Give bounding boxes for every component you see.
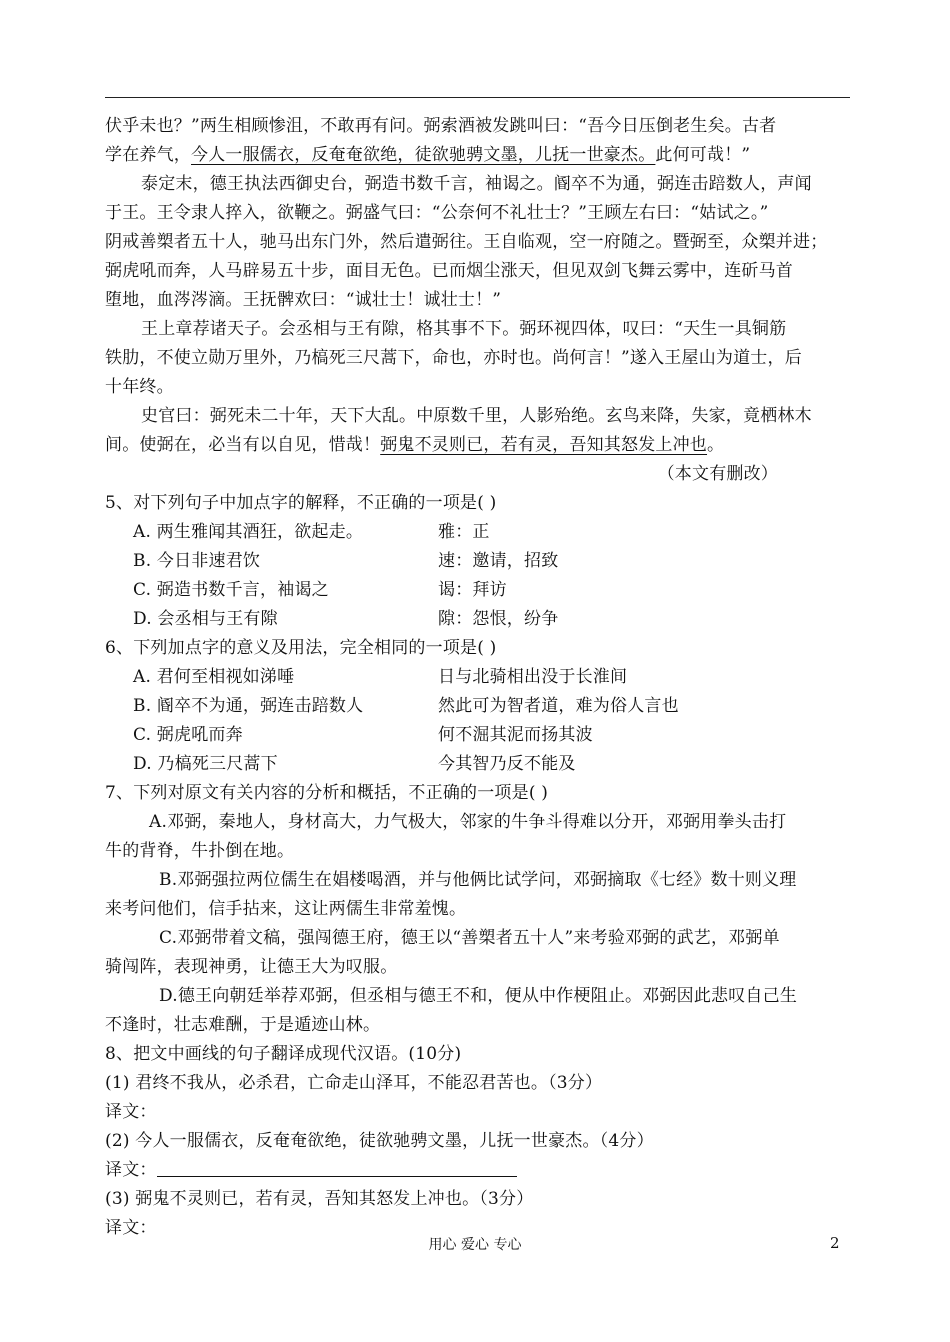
question-7-option-a-cont: 牛的背脊，牛扑倒在地。 bbox=[105, 841, 295, 861]
page-number: 2 bbox=[830, 1234, 840, 1252]
question-6-option bbox=[105, 721, 850, 750]
passage-text: 学在养气， bbox=[105, 145, 191, 165]
option-sentence: A. 两生雅闻其酒狂，欲起走。 bbox=[133, 522, 364, 542]
underlined-sentence: 今人一服儒衣，反奄奄欲绝，徒欲驰骋文墨，儿抚一世豪杰。 bbox=[191, 145, 656, 165]
option-sentence-pair: 日与北骑相出没于长淮间 bbox=[438, 667, 628, 687]
option-gloss: 速：邀请，招致 bbox=[438, 551, 559, 571]
passage-line: 阴戒善槊者五十人，驰马出东门外，然后遣弼往。王自临观，空一府随之。暨弼至，众槊并进； bbox=[105, 232, 828, 252]
question-7-option-b: B.邓弼强拉两位儒生在娼楼喝酒，并与他俩比试学问，邓弼摘取《七经》数十则义理 bbox=[159, 870, 797, 890]
question-8-stem: 8、把文中画线的句子翻译成现代汉语。(10分) bbox=[105, 1044, 462, 1064]
option-sentence: D. 乃槁死三尺蒿下 bbox=[133, 754, 278, 774]
underlined-sentence: 弼鬼不灵则已，若有灵，吾知其怒发上冲也 bbox=[380, 435, 708, 455]
question-6-stem: 6、下列加点字的意义及用法，完全相同的一项是( ) bbox=[105, 638, 497, 658]
answer-blank[interactable] bbox=[157, 1158, 517, 1177]
option-sentence: C. 弼虎吼而奔 bbox=[133, 725, 243, 745]
passage-text: 。 bbox=[707, 435, 725, 455]
header-rule bbox=[105, 97, 850, 98]
option-sentence-pair: 今其智乃反不能及 bbox=[438, 754, 576, 774]
question-8-sentence-2: (2) 今人一服儒衣，反奄奄欲绝，徒欲驰骋文墨，儿抚一世豪杰。（4分） bbox=[105, 1131, 654, 1151]
passage-line: 王上章荐诸天子。会丞相与王有隙，格其事不下。弼环视四体，叹曰：“天生一具铜筋 bbox=[141, 319, 787, 339]
question-8-sentence-1: (1) 君终不我从，必杀君，亡命走山泽耳，不能忍君苦也。（3分） bbox=[105, 1073, 603, 1093]
question-7-option-d: D.德王向朝廷举荐邓弼，但丞相与德王不和，便从中作梗阻止。邓弼因此悲叹自己生 bbox=[159, 986, 798, 1006]
option-gloss: 隙：怨恨，纷争 bbox=[438, 609, 559, 629]
option-gloss: 谒：拜访 bbox=[438, 580, 507, 600]
question-7-option-c-cont: 骑闯阵，表现神勇，让德王大为叹服。 bbox=[105, 957, 398, 977]
passage-line: 于王。王令隶人捽入，欲鞭之。弼盛气曰：“公奈何不礼壮士？”王顾左右曰：“姑试之。” bbox=[105, 203, 769, 223]
option-sentence: D. 会丞相与王有隙 bbox=[133, 609, 278, 629]
answer-line bbox=[105, 1156, 850, 1185]
question-5-option bbox=[105, 547, 850, 576]
passage-line: 堕地，血涔涔滴。王抚髀欢曰：“诚壮士！诚壮士！” bbox=[105, 290, 502, 310]
passage-line: 伏乎未也？”两生相顾惨沮，不敢再有问。弼索酒被发跳叫曰：“吾今日压倒老生矣。古者 bbox=[105, 116, 777, 136]
answer-label: 译文： bbox=[105, 1218, 157, 1238]
question-5-option bbox=[105, 605, 850, 634]
option-gloss: 雅：正 bbox=[438, 522, 490, 542]
question-8-sentence-3: (3) 弼鬼不灵则已，若有灵，吾知其怒发上冲也。（3分） bbox=[105, 1189, 534, 1209]
passage-line: 泰定末，德王执法西御史台，弼造书数千言，袖谒之。阍卒不为通，弼连击踣数人，声闻 bbox=[141, 174, 812, 194]
passage-line: 十年终。 bbox=[105, 377, 174, 397]
question-6-option bbox=[105, 692, 850, 721]
passage-line: 史官曰：弼死未二十年，天下大乱。中原数千里，人影殆绝。玄鸟来降，失家，竟栖林木 bbox=[141, 406, 812, 426]
passage-text: 间。使弼在，必当有以自见，惜哉！ bbox=[105, 435, 381, 455]
question-6-option bbox=[105, 663, 850, 692]
page-footer: 用心 爱心 专心 bbox=[428, 1237, 522, 1253]
option-sentence: B. 今日非速君饮 bbox=[133, 551, 261, 571]
option-sentence: B. 阍卒不为通，弼连击踣数人 bbox=[133, 696, 364, 716]
passage-line bbox=[105, 141, 850, 170]
source-note: （本文有删改） bbox=[657, 464, 778, 484]
question-5-option bbox=[105, 576, 850, 605]
question-7-option-b-cont: 来考问他们，信手拈来，这让两儒生非常羞愧。 bbox=[105, 899, 467, 919]
passage-line: 弼虎吼而奔，人马辟易五十步，面目无色。已而烟尘涨天，但见双剑飞舞云雾中，连斫马首 bbox=[105, 261, 793, 281]
option-sentence-pair: 然此可为智者道，难为俗人言也 bbox=[438, 696, 679, 716]
question-5-stem: 5、对下列句子中加点字的解释，不正确的一项是( ) bbox=[105, 493, 497, 513]
question-5-option bbox=[105, 518, 850, 547]
question-7-stem: 7、下列对原文有关内容的分析和概括，不正确的一项是( ) bbox=[105, 783, 549, 803]
option-sentence-pair: 何不淈其泥而扬其波 bbox=[438, 725, 593, 745]
question-7-option-a: A.邓弼，秦地人，身材高大，力气极大，邻家的牛争斗得难以分开，邓弼用拳头击打 bbox=[149, 812, 787, 832]
question-7-option-c: C.邓弼带着文稿，强闯德王府，德王以“善槊者五十人”来考验邓弼的武艺，邓弼单 bbox=[159, 928, 780, 948]
passage-text: 此何可哉！” bbox=[655, 145, 751, 165]
question-7-option-d-cont: 不逢时，壮志难酬，于是遁迹山林。 bbox=[105, 1015, 381, 1035]
page-content bbox=[105, 112, 850, 1243]
option-sentence: C. 弼造书数千言，袖谒之 bbox=[133, 580, 329, 600]
question-6-option bbox=[105, 750, 850, 779]
answer-label: 译文： bbox=[105, 1102, 157, 1122]
passage-line bbox=[105, 431, 850, 460]
answer-label: 译文： bbox=[105, 1160, 157, 1180]
passage-line: 铁肋，不使立勋万里外，乃槁死三尺蒿下，命也，亦时也。尚何言！”遂入王屋山为道士，后 bbox=[105, 348, 802, 368]
option-sentence: A. 君何至相视如涕唾 bbox=[133, 667, 295, 687]
